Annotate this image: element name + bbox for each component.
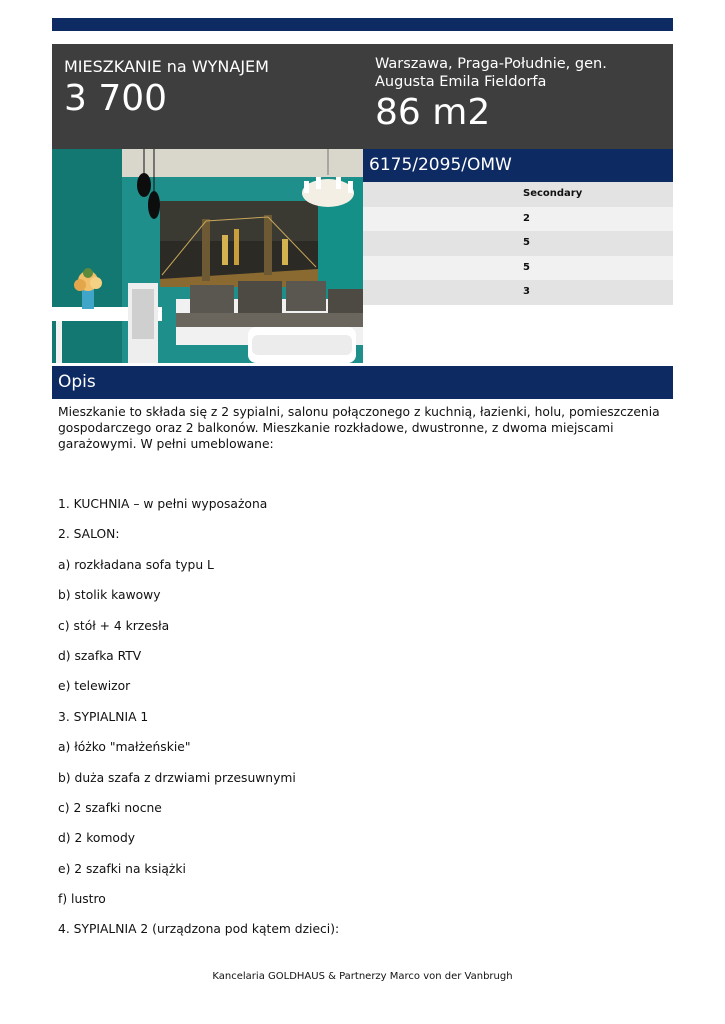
list-item: 1. KUCHNIA – w pełni wyposażona bbox=[58, 497, 268, 511]
listing-area: 86 m2 bbox=[375, 92, 491, 133]
listing-location-block bbox=[375, 55, 665, 133]
property-photo bbox=[52, 149, 363, 363]
list-item: 2. SALON: bbox=[58, 527, 120, 542]
details-value: 5 bbox=[523, 261, 530, 273]
listing-summary bbox=[64, 57, 354, 119]
list-item: f) lustro bbox=[58, 892, 106, 907]
list-item: d) szafka RTV bbox=[58, 648, 142, 663]
details-row bbox=[363, 280, 673, 305]
list-item: a) rozkładana sofa typu L bbox=[58, 557, 214, 572]
description-section-header bbox=[52, 366, 673, 399]
reference-number-bar bbox=[363, 149, 673, 182]
list-item: e) 2 szafki na książki bbox=[58, 861, 186, 876]
list-item: c) 2 szafki nocne bbox=[58, 800, 162, 815]
list-item: 4. SYPIALNIA 2 (urządzona pod kątem dzieci): bbox=[58, 922, 340, 937]
details-value: 5 bbox=[523, 237, 530, 248]
page-footer: Kancelaria GOLDHAUS & Partnerzy Marco von der Vanbrugh bbox=[212, 971, 513, 982]
details-value: Secondary bbox=[523, 188, 583, 199]
reference-number: 6175/2095/OMW bbox=[369, 155, 512, 175]
details-row bbox=[363, 231, 673, 256]
details-table bbox=[363, 182, 673, 305]
list-item: e) telewizor bbox=[58, 679, 131, 694]
list-item: d) 2 komody bbox=[58, 831, 136, 846]
section-title: Opis bbox=[58, 372, 96, 392]
description-text: Mieszkanie to składa się z 2 sypialni, salonu połączonego z kuchnią, łazienki, holu, pomieszczenia gospodarczego oraz 2 balkonów. Mieszkanie rozkładowe, dwustronne, z dwoma miejscami garażowymi. W pełni umeblowane: bbox=[58, 405, 660, 451]
details-row bbox=[363, 207, 673, 232]
details-value: 3 bbox=[523, 286, 530, 297]
listing-header bbox=[52, 44, 673, 149]
furnishing-list bbox=[58, 496, 668, 952]
listing-location: Warszawa, Praga-Południe, gen. Augusta Emila Fieldorfa bbox=[375, 56, 607, 90]
top-accent-bar bbox=[52, 18, 673, 31]
details-row bbox=[363, 256, 673, 281]
list-item: 3. SYPIALNIA 1 bbox=[58, 709, 149, 724]
list-item: a) łóżko "małżeńskie" bbox=[58, 740, 191, 755]
list-item: b) stolik kawowy bbox=[58, 588, 161, 603]
listing-price: 3 700 bbox=[64, 78, 168, 119]
list-item: b) duża szafa z drzwiami przesuwnymi bbox=[58, 770, 296, 785]
listing-type: MIESZKANIE na WYNAJEM bbox=[64, 57, 269, 76]
list-item: c) stół + 4 krzesła bbox=[58, 618, 170, 633]
details-value: 2 bbox=[523, 212, 530, 224]
details-row bbox=[363, 182, 673, 207]
